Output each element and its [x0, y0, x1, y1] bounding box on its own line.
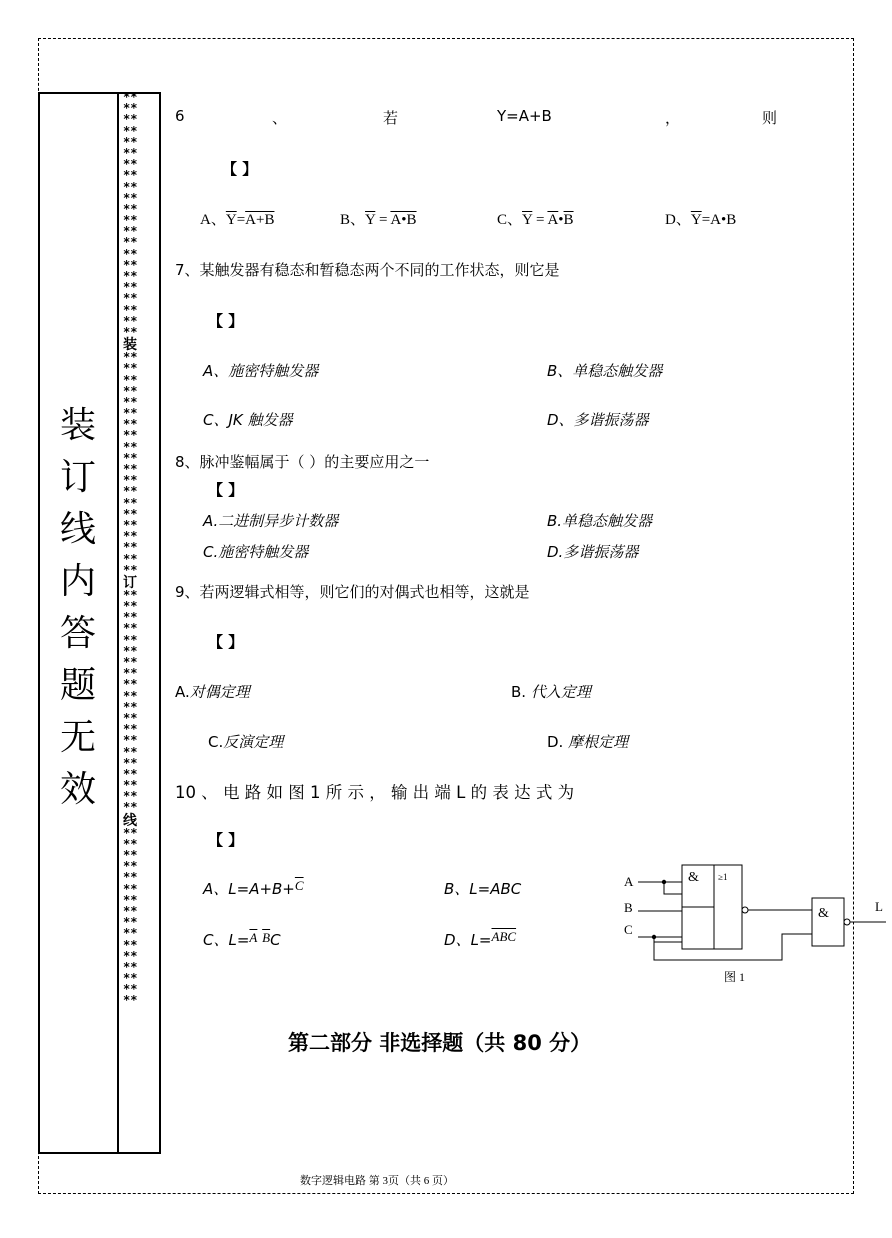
binding-star-mark: **: [123, 744, 138, 759]
q6-option-prefix: B、: [340, 212, 366, 228]
q8-stem: 8、脉冲鉴幅属于（ ）的主要应用之一: [175, 453, 430, 471]
binding-star-mark: **: [123, 450, 138, 465]
q10-option-c-tail: C: [270, 931, 281, 949]
binding-star-mark: **: [123, 506, 138, 521]
q10-answer-bracket[interactable]: 【 】: [208, 831, 244, 849]
binding-stars-column: [123, 92, 159, 1007]
binding-star-mark: **: [123, 937, 138, 952]
binding-star-mark: **: [123, 201, 138, 216]
binding-star-mark: **: [123, 926, 138, 941]
binding-star-mark: **: [123, 993, 138, 1008]
q6-option-term: =: [236, 212, 246, 228]
binding-star-mark: **: [123, 190, 138, 205]
q10-option-c-expr: L=: [228, 931, 250, 949]
binding-star-mark: **: [123, 610, 138, 625]
and-symbol: &: [688, 870, 699, 885]
binding-star-mark: **: [123, 112, 138, 127]
q10-option-a-prefix: A、: [203, 880, 229, 898]
binding-star-mark: **: [123, 755, 138, 770]
binding-star-mark: **: [123, 859, 138, 874]
q10-option-c-bar2: $\overline{B}$: [262, 930, 271, 945]
output-label: L: [875, 899, 883, 914]
q6-option-overlined-term: $\overline{A}$: [547, 212, 559, 228]
binding-star-mark: **: [123, 677, 138, 692]
q6-option-prefix: D、: [665, 212, 691, 228]
binding-star-mark: **: [123, 766, 138, 781]
q6-option-overlined-term: $\overline{Y}$: [225, 212, 237, 228]
q6-option-term: =: [375, 212, 391, 228]
q8-option-b[interactable]: B.单稳态触发器: [547, 512, 653, 530]
q9-option-a-text: 对偶定理: [189, 683, 250, 701]
binding-star-mark: **: [123, 666, 138, 681]
q6-option-c[interactable]: [497, 208, 574, 229]
binding-star-mark: **: [123, 101, 138, 116]
binding-star-mark: **: [123, 383, 138, 398]
q6-option-overlined-term: $\overline{Y}$: [690, 212, 702, 228]
binding-star-mark: **: [123, 428, 138, 443]
q8-answer-bracket[interactable]: 【 】: [208, 481, 244, 499]
q7-option-c[interactable]: C、JK 触发器: [203, 411, 293, 429]
q6-if: 若: [383, 109, 399, 127]
binding-star-mark: **: [123, 157, 138, 172]
binding-star-mark: **: [123, 313, 138, 328]
binding-marker: 订: [123, 574, 137, 591]
binding-marker: 线: [123, 812, 137, 829]
binding-star-mark: **: [123, 632, 138, 647]
binding-star-mark: **: [123, 361, 138, 376]
q6-option-term: =: [532, 212, 548, 228]
q10-option-b-prefix: B、: [444, 880, 470, 898]
binding-divider: [117, 92, 119, 1154]
q9-option-d-prefix: D.: [547, 733, 569, 751]
q6-answer-bracket[interactable]: 【 】: [222, 160, 258, 178]
q9-option-c-text: 反演定理: [223, 733, 284, 751]
binding-star-mark: **: [123, 655, 138, 669]
binding-star-mark: **: [123, 848, 138, 862]
binding-star-mark: **: [123, 394, 138, 409]
or-symbol: ≥1: [718, 872, 728, 882]
binding-star-mark: **: [123, 540, 138, 555]
binding-star-mark: **: [123, 473, 138, 488]
q10-option-d[interactable]: [444, 929, 516, 950]
binding-star-mark: **: [123, 982, 138, 997]
q10-option-b[interactable]: [444, 878, 521, 899]
q7-answer-bracket[interactable]: 【 】: [208, 312, 244, 330]
q6-expr: Y=A+B: [497, 107, 552, 125]
binding-star-mark: **: [123, 280, 138, 295]
nand-symbol: &: [818, 906, 829, 921]
input-label-b: B: [624, 900, 633, 915]
q7-option-d[interactable]: D、多谐振荡器: [547, 411, 649, 429]
q9-option-c-prefix: C.: [208, 733, 224, 751]
binding-star-mark: **: [123, 599, 138, 614]
binding-star-mark: **: [123, 800, 138, 815]
binding-marker: 装: [123, 337, 137, 354]
binding-star-mark: **: [123, 621, 138, 636]
q6-option-overlined-term: A+B: [245, 212, 275, 228]
binding-star-mark: **: [123, 870, 138, 885]
binding-star-mark: **: [123, 406, 138, 421]
q10-option-c[interactable]: [203, 929, 281, 950]
q8-option-d[interactable]: D.多谐振荡器: [547, 543, 639, 561]
binding-star-mark: **: [123, 90, 138, 104]
binding-star-mark: **: [123, 551, 138, 566]
binding-star-mark: **: [123, 529, 138, 544]
figure-caption: 图 1: [724, 970, 746, 984]
binding-star-mark: **: [123, 246, 138, 261]
q6-option-overlined-term: A•B: [390, 212, 417, 228]
q6-sep: 、: [272, 109, 288, 127]
q7-option-b[interactable]: B、单稳态触发器: [547, 362, 663, 380]
binding-star-mark: **: [123, 235, 138, 250]
q6-option-prefix: C、: [497, 212, 523, 228]
q6-option-b[interactable]: [340, 208, 417, 229]
q9-option-d-text: 摩根定理: [568, 733, 629, 751]
q8-option-c[interactable]: C.施密特触发器: [203, 543, 309, 561]
circuit-figure-1: [620, 858, 890, 993]
binding-star-mark: **: [123, 495, 138, 510]
part2-heading: 第二部分 非选择题（共 80 分）: [288, 1031, 592, 1055]
q8-option-a[interactable]: A.二进制异步计数器: [203, 512, 339, 530]
binding-star-mark: **: [123, 179, 138, 194]
binding-star-mark: **: [123, 836, 138, 851]
binding-star-mark: **: [123, 948, 138, 963]
q6-option-overlined-term: $\overline{B}$: [563, 212, 574, 228]
q9-option-b[interactable]: [511, 681, 591, 702]
q10-stem: 10 、 电 路 如 图 1 所 示 ， 输 出 端 L 的 表 达 式 为: [175, 783, 575, 802]
binding-star-mark: **: [123, 959, 138, 974]
page-footer: 数字逻辑电路 第 3页（共 6 页）: [300, 1175, 454, 1187]
q10-option-d-expr: L=: [470, 931, 492, 949]
q9-option-b-prefix: B.: [511, 683, 531, 701]
binding-star-mark: **: [123, 462, 138, 476]
binding-star-mark: **: [123, 778, 138, 793]
q9-option-b-text: 代入定理: [530, 683, 591, 701]
binding-star-mark: **: [123, 517, 138, 532]
binding-star-mark: **: [123, 269, 138, 283]
binding-star-mark: **: [123, 291, 138, 306]
q10-option-c-bar1: $\overline{A}$: [249, 930, 258, 945]
input-label-a: A: [624, 874, 634, 889]
binding-star-mark: **: [123, 302, 138, 317]
binding-star-mark: **: [123, 350, 138, 365]
binding-star-mark: **: [123, 881, 138, 896]
q6-option-prefix: A、: [200, 212, 226, 228]
q6-option-overlined-term: $\overline{Y}$: [522, 212, 533, 228]
binding-star-mark: **: [123, 915, 138, 930]
binding-star-mark: **: [123, 213, 138, 228]
q6-option-a[interactable]: [200, 208, 274, 229]
binding-star-mark: **: [123, 688, 138, 703]
q6-option-d[interactable]: [665, 208, 736, 229]
binding-star-mark: **: [123, 145, 138, 160]
binding-star-mark: **: [123, 789, 138, 804]
binding-star-mark: **: [123, 825, 138, 840]
q9-option-d[interactable]: [547, 731, 628, 752]
q6-option-overlined-term: $\overline{Y}$: [365, 212, 376, 228]
binding-star-mark: **: [123, 168, 138, 183]
q9-answer-bracket[interactable]: 【 】: [208, 633, 244, 651]
q10-option-d-bar: $\overline{ABC}$: [491, 929, 517, 944]
binding-star-mark: **: [123, 710, 138, 725]
binding-warning-text: 装订线内答题无效: [59, 405, 96, 810]
binding-star-mark: **: [123, 587, 138, 602]
binding-star-mark: **: [123, 257, 138, 272]
binding-star-mark: **: [123, 903, 138, 918]
q9-option-c[interactable]: [208, 731, 283, 752]
binding-star-mark: **: [123, 134, 138, 149]
binding-star-mark: **: [123, 324, 138, 339]
q10-option-c-prefix: C、: [203, 931, 229, 949]
binding-star-mark: **: [123, 224, 138, 239]
binding-star-mark: **: [123, 439, 138, 454]
q9-option-a-prefix: A.: [175, 683, 190, 701]
q10-option-a-bar: $\overline{C}$: [294, 878, 304, 893]
binding-star-mark: **: [123, 484, 138, 499]
binding-star-mark: **: [123, 699, 138, 714]
binding-star-mark: **: [123, 643, 138, 658]
q10-option-a[interactable]: [203, 878, 304, 899]
binding-star-mark: **: [123, 417, 138, 432]
binding-star-mark: **: [123, 971, 138, 986]
q6-comma: ，: [665, 109, 681, 127]
q6-then: 则: [762, 109, 778, 127]
binding-star-mark: **: [123, 372, 138, 387]
binding-star-mark: **: [123, 733, 138, 748]
q6-option-term: =A•B: [701, 212, 737, 228]
q7-stem: 7、某触发器有稳态和暂稳态两个不同的工作状态，则它是: [175, 261, 560, 279]
q6-option-term: •: [558, 212, 564, 228]
q6-num: 6: [175, 107, 185, 125]
binding-star-mark: **: [123, 722, 138, 737]
q10-option-a-expr: L=A+B+: [228, 880, 295, 898]
q9-stem: 9、若两逻辑式相等，则它们的对偶式也相等，这就是: [175, 583, 530, 601]
binding-star-mark: **: [123, 123, 138, 138]
input-label-c: C: [624, 922, 633, 937]
binding-star-mark: **: [123, 892, 138, 907]
binding-star-mark: **: [123, 562, 138, 577]
q9-option-a[interactable]: [175, 681, 250, 702]
q7-option-a[interactable]: A、施密特触发器: [203, 362, 319, 380]
q10-option-d-prefix: D、: [444, 931, 471, 949]
q10-option-b-expr: L=ABC: [469, 880, 522, 898]
